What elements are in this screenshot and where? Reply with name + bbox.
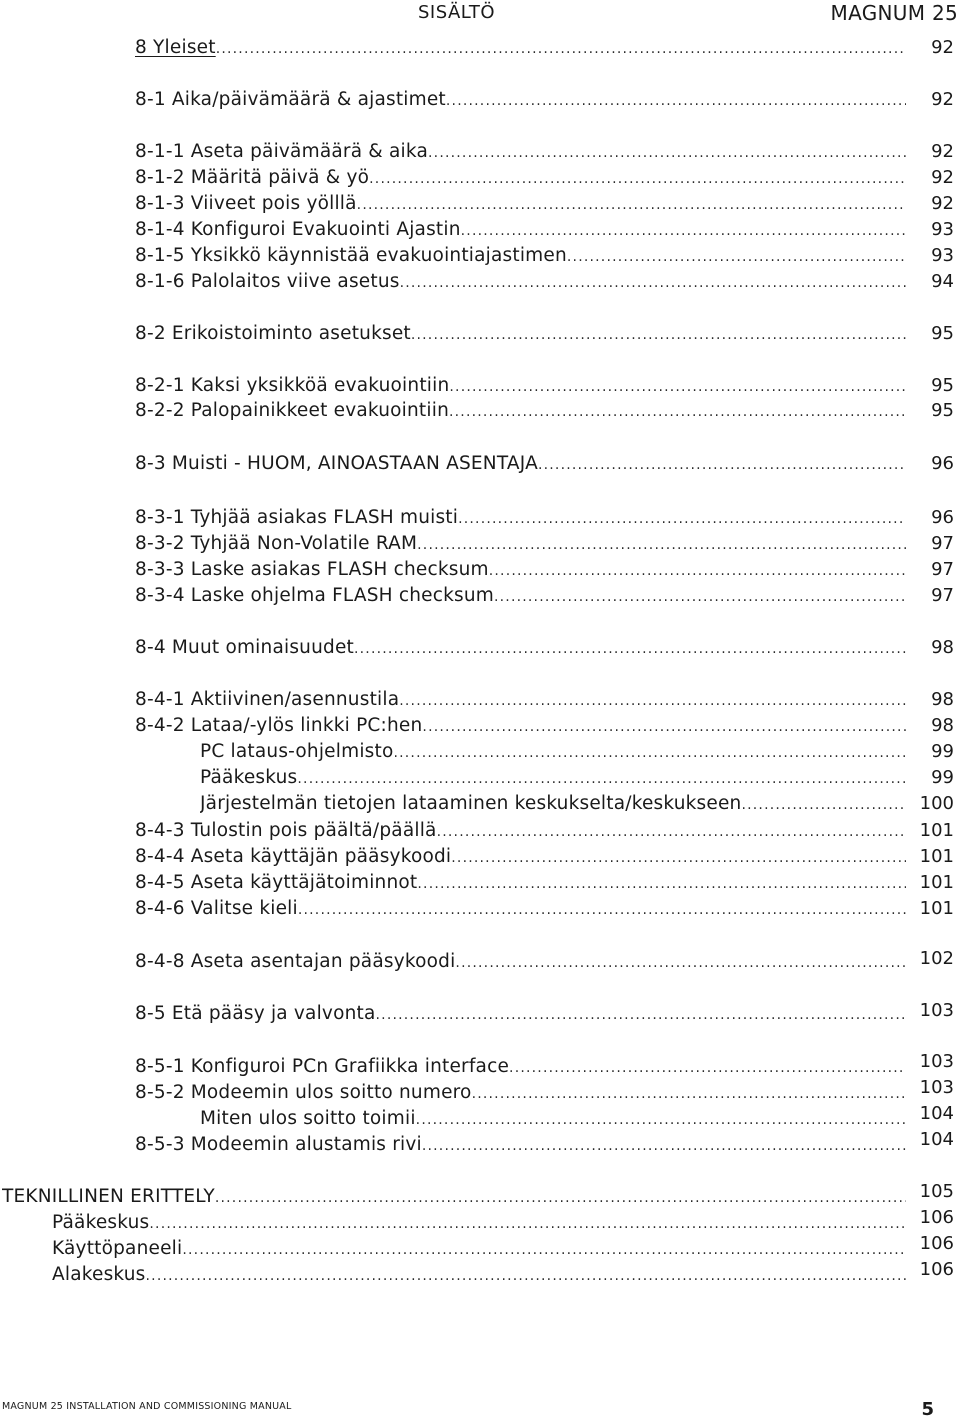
- toc-entry[interactable]: [200, 740, 906, 765]
- toc-entry-page: 95: [931, 400, 954, 421]
- toc-entry-page: 97: [931, 533, 954, 554]
- toc-entry-title: 8-1-1 Aseta päivämäärä & aika: [135, 141, 429, 162]
- toc-entry[interactable]: [52, 1237, 906, 1262]
- toc-entry-title: Pääkeskus: [200, 767, 298, 788]
- toc-entry-title: 8-4 Muut ominaisuudet: [135, 637, 354, 658]
- toc-leader-dots: [146, 1264, 906, 1288]
- toc-entry-title: 8-1-6 Palolaitos viive asetus: [135, 271, 400, 292]
- toc-leader-dots: [422, 715, 906, 739]
- toc-entry-page: 106: [919, 1207, 954, 1228]
- toc-entry-title: 8-1-3 Viiveet pois yölllä: [135, 193, 357, 214]
- toc-entry-page: 100: [919, 793, 954, 814]
- toc-entry[interactable]: [135, 322, 906, 347]
- toc-entry[interactable]: [135, 399, 906, 424]
- toc-entry[interactable]: [135, 218, 906, 243]
- toc-entry-title: 8-5 Etä pääsy ja valvonta: [135, 1003, 376, 1024]
- footer-page-number: 5: [921, 1399, 934, 1420]
- toc-entry-page: 93: [931, 219, 954, 240]
- toc-entry-title: PC lataus-ohjelmisto: [200, 741, 394, 762]
- toc-entry[interactable]: [200, 766, 906, 791]
- toc-entry-title: 8-4-5 Aseta käyttäjätoiminnot: [135, 872, 418, 893]
- toc-entry[interactable]: [52, 1211, 906, 1236]
- toc-entry-title: 8-5-3 Modeemin alustamis rivi: [135, 1134, 422, 1155]
- toc-entry[interactable]: [135, 506, 906, 531]
- toc-entry-page: 96: [931, 507, 954, 528]
- toc-entry-title: 8-3-4 Laske ohjelma FLASH checksum: [135, 585, 494, 606]
- toc-entry-title: Järjestelmän tietojen lataaminen keskukselta/keskukseen: [200, 793, 742, 814]
- toc-entry-title: 8-2-2 Palopainikkeet evakuointiin: [135, 400, 449, 421]
- toc-entry-title: 8-1 Aika/päivämäärä & ajastimet: [135, 89, 446, 110]
- toc-entry-page: 92: [931, 37, 954, 58]
- toc-entry-page: 105: [919, 1181, 954, 1202]
- toc-leader-dots: [416, 1108, 906, 1132]
- toc-entry[interactable]: [135, 270, 906, 295]
- toc-entry-title: 8-5-2 Modeemin ulos soitto numero: [135, 1082, 472, 1103]
- toc-entry-title: 8-2-1 Kaksi yksikköä evakuointiin: [135, 375, 450, 396]
- toc-entry[interactable]: [135, 244, 906, 269]
- toc-leader-dots: [538, 453, 906, 477]
- toc-entry-title: 8-5-1 Konfiguroi PCn Grafiikka interface: [135, 1056, 510, 1077]
- toc-entry-title: 8-4-3 Tulostin pois päältä/päällä: [135, 820, 437, 841]
- toc-entry-page: 97: [931, 585, 954, 606]
- toc-entry-page: 104: [919, 1103, 954, 1124]
- toc-entry-page: 98: [931, 637, 954, 658]
- toc-entry-title: 8-2 Erikoistoiminto asetukset: [135, 323, 411, 344]
- toc-entry-title: 8-3-3 Laske asiakas FLASH checksum: [135, 559, 489, 580]
- toc-entry-page: 104: [919, 1129, 954, 1150]
- toc-entry[interactable]: [200, 1107, 906, 1132]
- toc-leader-dots: [298, 898, 906, 922]
- toc-entry-page: 103: [919, 1000, 954, 1021]
- toc-entry-page: 93: [931, 245, 954, 266]
- toc-leader-dots: [417, 872, 906, 896]
- toc-leader-dots: [354, 637, 906, 661]
- toc-entry[interactable]: [135, 532, 906, 557]
- toc-entry[interactable]: [135, 688, 906, 713]
- toc-entry-title: 8-1-2 Määritä päivä & yö: [135, 167, 370, 188]
- toc-entry-page: 95: [931, 375, 954, 396]
- toc-entry-title: Miten ulos soitto toimii: [200, 1108, 416, 1129]
- toc-leader-dots: [182, 1238, 906, 1262]
- toc-entry-title: 8-1-4 Konfiguroi Evakuointi Ajastin: [135, 219, 461, 240]
- toc-entry-title: 8-4-1 Aktiivinen/asennustila: [135, 689, 400, 710]
- toc-entry-title: 8-4-2 Lataa/-ylös linkki PC:hen: [135, 715, 423, 736]
- toc-entry-page: 99: [931, 741, 954, 762]
- toc-leader-dots: [400, 271, 906, 295]
- toc-entry-page: 99: [931, 767, 954, 788]
- footer-manual-title: MAGNUM 25 INSTALLATION AND COMMISSIONING MANUAL: [2, 1401, 292, 1412]
- toc-entry[interactable]: [135, 140, 906, 165]
- toc-entry-page: 94: [931, 271, 954, 292]
- toc-entry[interactable]: [135, 897, 906, 922]
- toc-entry[interactable]: [135, 636, 906, 661]
- toc-entry[interactable]: [135, 36, 906, 61]
- toc-entry-title: 8-4-6 Valitse kieli: [135, 898, 298, 919]
- toc-entry-page: 101: [919, 898, 954, 919]
- toc-entry-title: Pääkeskus: [52, 1212, 150, 1233]
- toc-entry[interactable]: [135, 714, 906, 739]
- toc-entry-page: 98: [931, 689, 954, 710]
- toc-leader-dots: [455, 951, 906, 975]
- toc-entry-page: 92: [931, 193, 954, 214]
- toc-leader-dots: [369, 167, 906, 191]
- toc-leader-dots: [393, 741, 906, 765]
- toc-leader-dots: [446, 89, 906, 113]
- toc-entry[interactable]: [200, 792, 906, 817]
- toc-entry-page: 106: [919, 1259, 954, 1280]
- toc-entry-page: 101: [919, 820, 954, 841]
- toc-entry-page: 106: [919, 1233, 954, 1254]
- toc-entry[interactable]: [135, 1133, 906, 1158]
- toc-leader-dots: [428, 141, 906, 165]
- toc-entry[interactable]: [135, 1002, 906, 1027]
- toc-entry[interactable]: [135, 1081, 906, 1106]
- toc-leader-dots: [376, 1003, 906, 1027]
- toc-leader-dots: [494, 585, 906, 609]
- toc-leader-dots: [411, 323, 906, 347]
- toc-leader-dots: [149, 1212, 906, 1236]
- toc-entry[interactable]: [135, 1055, 906, 1080]
- toc-entry-page: 101: [919, 846, 954, 867]
- toc-entry[interactable]: [52, 1263, 906, 1288]
- toc-entry-page: 92: [931, 89, 954, 110]
- toc-entry-page: 97: [931, 559, 954, 580]
- toc-entry[interactable]: [135, 558, 906, 583]
- toc-entry-page: 96: [931, 453, 954, 474]
- toc-entry-title: Käyttöpaneeli: [52, 1238, 183, 1259]
- toc-entry-title: 8-3-2 Tyhjää Non-Volatile RAM: [135, 533, 418, 554]
- toc-entry-title: 8-4-8 Aseta asentajan pääsykoodi: [135, 951, 456, 972]
- toc-entry-title: 8-3-1 Tyhjää asiakas FLASH muisti: [135, 507, 459, 528]
- toc-leader-dots: [461, 219, 906, 243]
- toc-entry[interactable]: [135, 845, 906, 870]
- toc-entry[interactable]: [135, 166, 906, 191]
- toc-entry[interactable]: [135, 584, 906, 609]
- toc-entry[interactable]: [135, 192, 906, 217]
- toc-entry-page: 102: [919, 948, 954, 969]
- toc-leader-dots: [437, 820, 906, 844]
- toc-leader-dots: [215, 1186, 906, 1210]
- toc-entry-title: 8-3 Muisti - HUOM, AINOASTAAN ASENTAJA: [135, 453, 538, 474]
- toc-leader-dots: [509, 1056, 906, 1080]
- header-section-title: SISÄLTÖ: [418, 2, 496, 23]
- toc-entry-page: 95: [931, 323, 954, 344]
- toc-leader-dots: [417, 533, 906, 557]
- toc-entry[interactable]: [2, 1185, 906, 1210]
- toc-entry-page: 103: [919, 1077, 954, 1098]
- toc-leader-dots: [357, 193, 906, 217]
- toc-leader-dots: [458, 507, 906, 531]
- toc-entry-title: Alakeskus: [52, 1264, 146, 1285]
- toc-entry[interactable]: [135, 950, 906, 975]
- toc-leader-dots: [472, 1082, 906, 1106]
- toc-leader-dots: [741, 793, 906, 817]
- toc-entry-page: 101: [919, 872, 954, 893]
- toc-entry[interactable]: [135, 374, 906, 399]
- toc-entry-page: 98: [931, 715, 954, 736]
- toc-entry-title: 8 Yleiset: [135, 37, 216, 58]
- header-product-name: MAGNUM 25: [830, 1, 958, 25]
- toc-leader-dots: [422, 1134, 906, 1158]
- toc-entry-title: 8-4-4 Aseta käyttäjän pääsykoodi: [135, 846, 452, 867]
- toc-entry-title: 8-1-5 Yksikkö käynnistää evakuointiajastimen: [135, 245, 567, 266]
- toc-entry[interactable]: [135, 871, 906, 896]
- toc-leader-dots: [451, 846, 906, 870]
- toc-entry-title: TEKNILLINEN ERITTELY: [2, 1186, 215, 1207]
- toc-entry[interactable]: [135, 819, 906, 844]
- toc-entry-page: 92: [931, 167, 954, 188]
- toc-leader-dots: [216, 37, 906, 61]
- toc-leader-dots: [449, 375, 906, 399]
- toc-leader-dots: [489, 559, 906, 583]
- toc-entry[interactable]: [135, 452, 906, 477]
- toc-entry[interactable]: [135, 88, 906, 113]
- toc-leader-dots: [399, 689, 906, 713]
- toc-entry-page: 92: [931, 141, 954, 162]
- toc-leader-dots: [567, 245, 906, 269]
- toc-entry-page: 103: [919, 1051, 954, 1072]
- toc-leader-dots: [449, 400, 906, 424]
- toc-leader-dots: [297, 767, 906, 791]
